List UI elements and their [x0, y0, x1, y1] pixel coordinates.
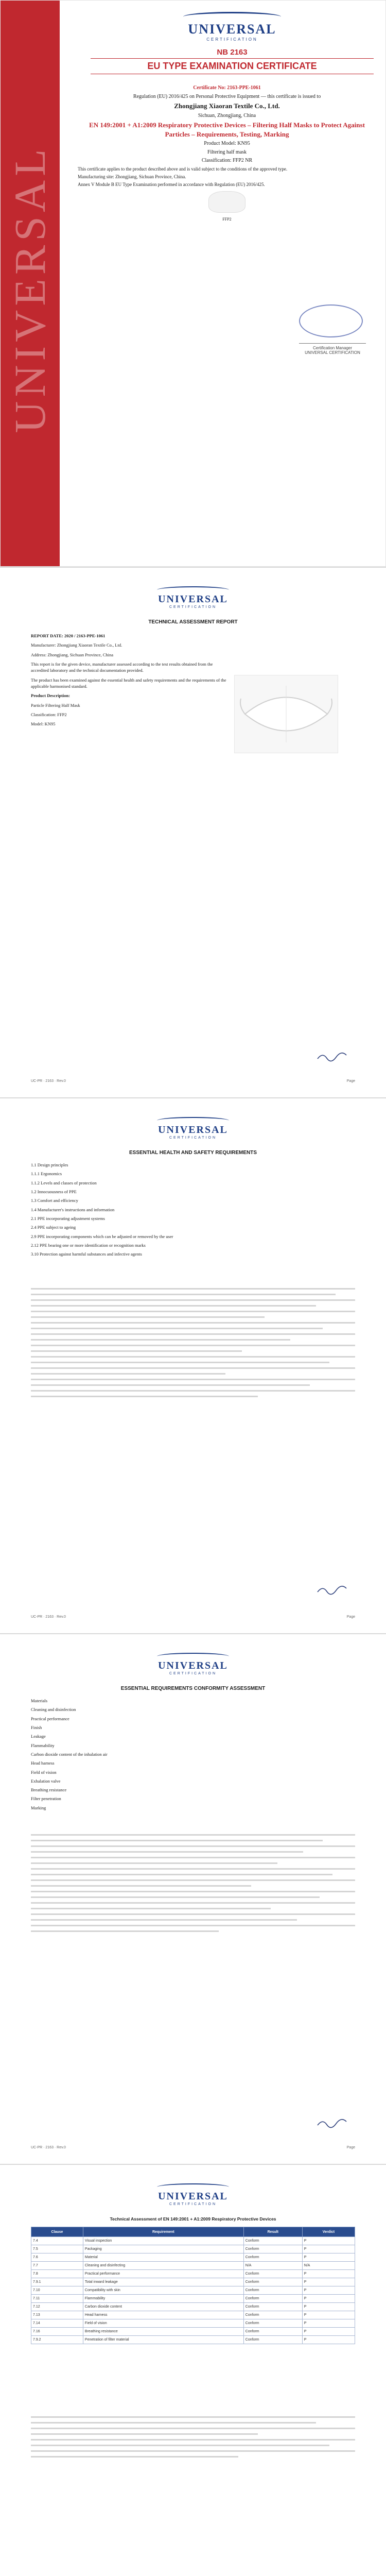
page-divider [0, 1633, 386, 1634]
list-item: Filter penetration [31, 1796, 61, 1802]
table-cell: P [302, 2278, 355, 2286]
signatory-org: UNIVERSAL CERTIFICATION [305, 350, 360, 355]
report-page-3 [0, 1638, 386, 2164]
list-item: Finish [31, 1724, 42, 1730]
signatory-block [289, 346, 376, 355]
table-cell: Conform [243, 2237, 302, 2245]
list-item: 3.10 Protection against harmful substances and infective agents [31, 1251, 142, 1257]
column-header: Clause [31, 2227, 83, 2237]
mask-thumbnail-image [208, 191, 245, 213]
table-row [31, 2336, 355, 2344]
table-cell: 7.9.1 [31, 2278, 83, 2286]
certificate-note: This certificate applies to the product described above and is valid subject to the conditions of the approved type. [78, 166, 288, 172]
table-cell: P [302, 2295, 355, 2303]
list-item: 1.2 Innocuousness of PPE [31, 1189, 77, 1194]
page-footer [31, 1079, 355, 1083]
certificate-body [78, 83, 376, 224]
table-cell: Carbon dioxide content [83, 2303, 243, 2311]
table-row [31, 2286, 355, 2295]
footer-left: UC-PR · 2163 · Rev.0 [31, 2146, 66, 2149]
table-cell: N/A [243, 2262, 302, 2270]
mask-product-photo [234, 675, 338, 753]
logo-wordmark: UNIVERSAL [158, 1124, 228, 1136]
table-row [31, 2319, 355, 2328]
table-cell: Penetration of filter material [83, 2336, 243, 2344]
notified-body-number: NB 2163 [217, 48, 248, 57]
table-cell: Conform [243, 2311, 302, 2319]
table-cell: 7.9.2 [31, 2336, 83, 2344]
table-cell: 7.12 [31, 2303, 83, 2311]
column-header: Verdict [302, 2227, 355, 2237]
certificate-product: Product Model: KN95 [204, 141, 250, 147]
table-header-row [31, 2227, 355, 2237]
list-item: Breathing resistance [31, 1787, 67, 1793]
list-item: 1.1.1 Ergonomics [31, 1171, 62, 1177]
list-item: Flammability [31, 1742, 55, 1748]
table-row [31, 2270, 355, 2278]
report-heading: ESSENTIAL HEALTH AND SAFETY REQUIREMENTS [129, 1150, 257, 1156]
table-row [31, 2328, 355, 2336]
report-manufacturer: Manufacturer: Zhongjiang Xiaoran Textile Co., Ltd. [31, 642, 122, 648]
table-cell: Conform [243, 2270, 302, 2278]
signature-mark [317, 2117, 347, 2129]
table-title: Technical Assessment of EN 149:2001 + A1:2009 Respiratory Protective Devices [110, 2216, 276, 2222]
list-item: Cleaning and disinfection [31, 1707, 76, 1713]
sidebar-band [1, 1, 60, 566]
table-cell: Conform [243, 2286, 302, 2295]
list-item: 1.4 Manufacturer's instructions and information [31, 1207, 115, 1212]
mask-thumbnail-label: FFP2 [222, 216, 232, 222]
page-divider [0, 1097, 386, 1098]
table-row [31, 2262, 355, 2270]
table-cell: P [302, 2270, 355, 2278]
list-item: 1.3 Comfort and efficiency [31, 1198, 78, 1204]
list-item: 1.1.2 Levels and classes of protection [31, 1180, 97, 1185]
table-cell: Conform [243, 2253, 302, 2262]
footer-right: Page [346, 1079, 355, 1083]
certificate-classification: Classification: FFP2 NR [201, 158, 253, 164]
table-row [31, 2303, 355, 2311]
report-page-4 [0, 2169, 386, 2576]
table-cell: Material [83, 2253, 243, 2262]
table-cell: Conform [243, 2278, 302, 2286]
footer-right: Page [346, 1615, 355, 1619]
table-cell: Conform [243, 2303, 302, 2311]
logo-wordmark: UNIVERSAL [188, 22, 276, 37]
table-cell: P [302, 2303, 355, 2311]
body-text-block [31, 2416, 355, 2462]
table-cell: Breathing resistance [83, 2328, 243, 2336]
footer-left: UC-PR · 2163 · Rev.0 [31, 1079, 66, 1083]
body-text-block [31, 1834, 355, 1936]
logo-wordmark: UNIVERSAL [158, 2191, 228, 2202]
certificate-product-sub: Filtering half mask [207, 149, 247, 155]
signatory-role: Certification Manager [312, 346, 353, 350]
list-item: Practical performance [31, 1716, 69, 1721]
table-cell: Conform [243, 2336, 302, 2344]
table-row [31, 2237, 355, 2245]
page-footer [31, 2146, 355, 2149]
certification-stamp [299, 304, 363, 337]
table-cell: 7.5 [31, 2245, 83, 2253]
list-item: 2.1 PPE incorporating adjustment systems [31, 1215, 105, 1221]
page-divider [0, 2164, 386, 2165]
product-description-label: Product Description: [31, 693, 71, 699]
table-row [31, 2295, 355, 2303]
brand-logo [149, 2183, 237, 2206]
logo-wordmark: UNIVERSAL [158, 1660, 228, 1671]
assessment-table [31, 2227, 355, 2344]
brand-logo [149, 1117, 237, 1140]
table-cell: P [302, 2336, 355, 2344]
table-cell: Compatibility with skin [83, 2286, 243, 2295]
table-cell: P [302, 2311, 355, 2319]
certificate-holder: Zhongjiang Xiaoran Textile Co., Ltd. [174, 102, 280, 110]
report-body [31, 633, 226, 730]
report-date: REPORT DATE: 2020 / 2163-PPE-1061 [31, 633, 106, 638]
table-cell: Conform [243, 2328, 302, 2336]
logo-wordmark: UNIVERSAL [158, 594, 228, 605]
report-page-2 [0, 1103, 386, 1633]
certificate-title: EU TYPE EXAMINATION CERTIFICATE [91, 58, 374, 74]
list-item: Field of vision [31, 1769, 57, 1775]
list-item: Materials [31, 1698, 48, 1703]
logo-subtitle: CERTIFICATION [169, 1136, 217, 1140]
table-cell: 7.11 [31, 2295, 83, 2303]
table-cell: P [302, 2319, 355, 2328]
certificate-holder-address: Sichuan, Zhongjiang, China [198, 112, 256, 118]
table-cell: 7.10 [31, 2286, 83, 2295]
table-cell: P [302, 2286, 355, 2295]
table-cell: Conform [243, 2295, 302, 2303]
brand-logo [155, 12, 309, 42]
mask-illustration [235, 675, 338, 753]
table-row [31, 2253, 355, 2262]
certificate-intro: Regulation (EU) 2016/425 on Personal Protective Equipment — this certificate is issued to [133, 93, 321, 99]
table-cell: Conform [243, 2245, 302, 2253]
table-cell: Flammability [83, 2295, 243, 2303]
logo-subtitle: CERTIFICATION [169, 605, 217, 609]
footer-right: Page [346, 2146, 355, 2149]
table-cell: Total inward leakage [83, 2278, 243, 2286]
table-cell: 7.6 [31, 2253, 83, 2262]
assessment-list [31, 1698, 355, 1814]
product-classification: Classification: FFP2 [31, 711, 67, 717]
table-cell: 7.7 [31, 2262, 83, 2270]
certificate-note: Manufacturing site: Zhongjiang, Sichuan Province, China. [78, 174, 186, 179]
table-cell: Practical performance [83, 2270, 243, 2278]
brand-logo [149, 586, 237, 609]
report-paragraph: The product has been examined against the essential health and safety requirements and the requirements of the applicable harmonised standard. [31, 677, 226, 689]
table-cell: 7.8 [31, 2270, 83, 2278]
list-item: Carbon dioxide content of the inhalation air [31, 1751, 108, 1757]
logo-arc [157, 1653, 229, 1660]
logo-arc [157, 586, 229, 594]
table-cell: P [302, 2245, 355, 2253]
logo-subtitle: CERTIFICATION [169, 2202, 217, 2206]
certificate-note: Annex V Module B EU Type Examination performed in accordance with Regulation (EU) 2016/425. [78, 181, 265, 187]
report-address: Address: Zhongjiang, Sichuan Province, China [31, 652, 114, 657]
table-cell: Packaging [83, 2245, 243, 2253]
logo-subtitle: CERTIFICATION [206, 37, 258, 42]
certificate-page [0, 0, 386, 567]
table-cell: Head harness [83, 2311, 243, 2319]
requirements-list [31, 1162, 355, 1260]
product-description: Particle Filtering Half Mask [31, 702, 80, 708]
table-cell: Visual inspection [83, 2237, 243, 2245]
table-cell: 7.4 [31, 2237, 83, 2245]
certificate-standard: EN 149:2001 + A1:2009 Respiratory Protective Devices – Filtering Half Masks to Protect Against Particles – Requirements, Testing, Marking [89, 121, 365, 138]
table-cell: P [302, 2237, 355, 2245]
list-item: 1.1 Design principles [31, 1162, 68, 1167]
table-cell: P [302, 2253, 355, 2262]
column-header: Requirement [83, 2227, 243, 2237]
list-item: 2.12 PPE bearing one or more identification or recognition marks [31, 1242, 146, 1248]
brand-logo [149, 1653, 237, 1675]
table-cell: N/A [302, 2262, 355, 2270]
signature-mark [317, 1051, 347, 1062]
footer-left: UC-PR · 2163 · Rev.0 [31, 1615, 66, 1619]
signature-line [299, 343, 366, 344]
table-cell: P [302, 2328, 355, 2336]
list-item: 2.4 PPE subject to ageing [31, 1225, 76, 1230]
table-cell: 7.16 [31, 2328, 83, 2336]
list-item: Marking [31, 1805, 46, 1810]
body-text-block [31, 1288, 355, 1401]
report-heading: TECHNICAL ASSESSMENT REPORT [148, 619, 238, 625]
page-footer [31, 1615, 355, 1619]
table-row [31, 2278, 355, 2286]
product-model: Model: KN95 [31, 721, 56, 727]
table-cell: Field of vision [83, 2319, 243, 2328]
table-row [31, 2311, 355, 2319]
list-item: Head harness [31, 1760, 55, 1766]
table-cell: Cleaning and disinfecting [83, 2262, 243, 2270]
sidebar-brand-text: UNIVERSAL [5, 145, 55, 433]
list-item: Exhalation valve [31, 1778, 61, 1784]
list-item: Leakage [31, 1734, 46, 1739]
report-page-1 [0, 572, 386, 1097]
logo-arc [157, 1117, 229, 1124]
logo-arc [183, 12, 281, 22]
table-cell: Conform [243, 2319, 302, 2328]
table-cell: 7.14 [31, 2319, 83, 2328]
table-cell: 7.13 [31, 2311, 83, 2319]
signature-mark [317, 1584, 347, 1596]
column-header: Result [243, 2227, 302, 2237]
certificate-number: Certificate No: 2163-PPE-1061 [193, 85, 261, 91]
report-heading: ESSENTIAL REQUIREMENTS CONFORMITY ASSESSMENT [120, 1686, 266, 1691]
logo-subtitle: CERTIFICATION [169, 1672, 217, 1675]
table-row [31, 2245, 355, 2253]
page-divider [0, 567, 386, 568]
list-item: 2.9 PPE incorporating components which can be adjusted or removed by the user [31, 1233, 173, 1239]
logo-arc [157, 2183, 229, 2191]
report-paragraph: This report is for the given device, manufacturer assessed according to the test results obtained from the accredited laboratory and the technical documentation provided. [31, 661, 213, 673]
